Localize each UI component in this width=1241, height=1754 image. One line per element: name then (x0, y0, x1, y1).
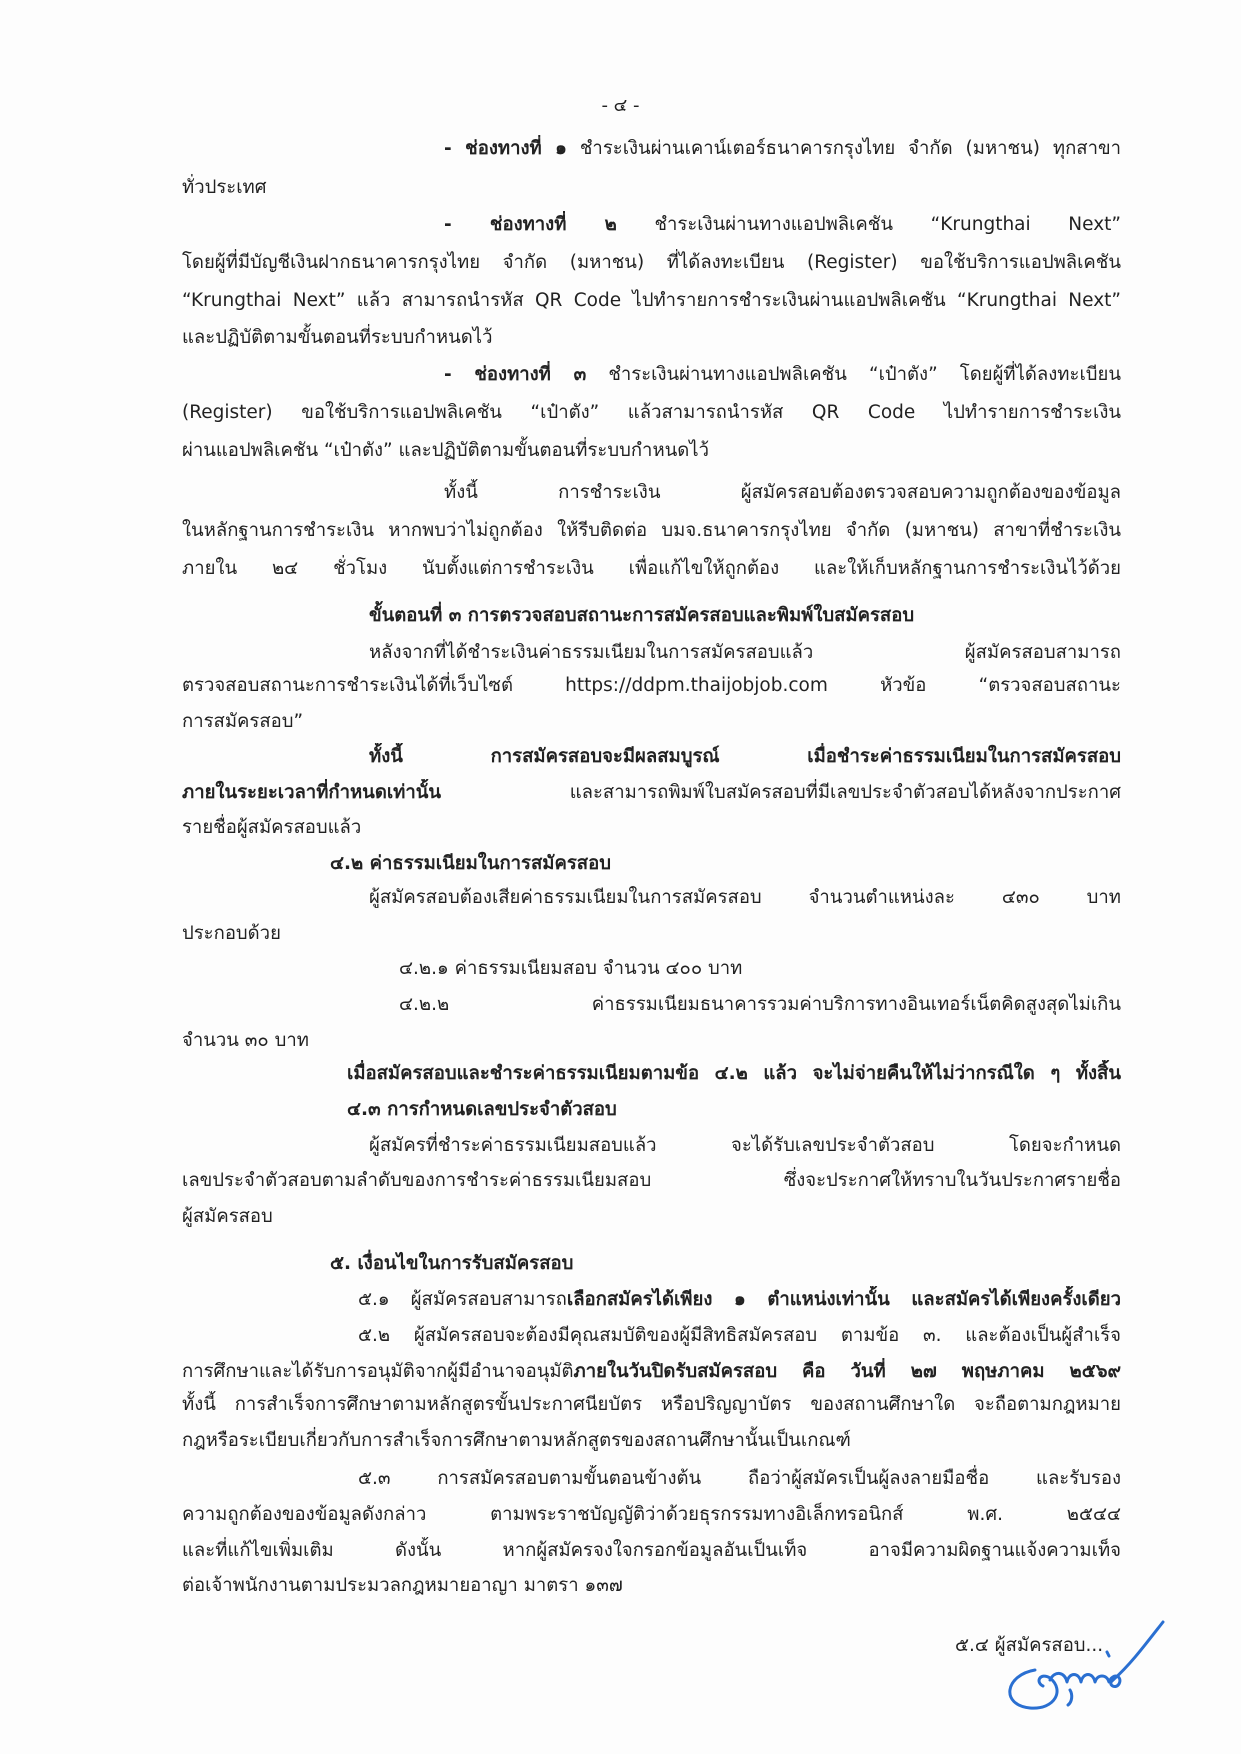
text: ผู้สมัครที่ชำระค่าธรรมเนียมสอบแล้ว จะได้รับเลขประจำตัวสอบ โดยจะกำหนด (369, 1135, 1121, 1156)
bold-text: - ช่องทางที่ ๓ (444, 364, 587, 385)
text: ๕.๓ การสมัครสอบตามขั้นตอนข้างต้น ถือว่าผู้สมัครเป็นผู้ลงลายมือชื่อ และรับรอง (358, 1468, 1121, 1489)
bold-text: - ช่องทางที่ ๑ (444, 138, 567, 159)
text: โดยผู้ที่มีบัญชีเงินฝากธนาคารกรุงไทย จำกัด (มหาชน) ที่ได้ลงทะเบียน (Register) ขอใช้บริการแอปพลิเคชัน (182, 252, 1121, 273)
text: ๕.๒ ผู้สมัครสอบจะต้องมีคุณสมบัติของผู้มีสิทธิสมัครสอบ ตามข้อ ๓. และต้องเป็นผู้สำเร็จ (358, 1325, 1121, 1346)
text-line (369, 602, 914, 630)
text-line (182, 814, 361, 842)
text-line (369, 743, 1121, 771)
text: ภายใน ๒๔ ชั่วโมง นับตั้งแต่การชำระเงิน เพื่อแก้ไขให้ถูกต้อง และให้เก็บหลักฐานการชำระเงินไว้ด้วย (182, 558, 1121, 579)
text: ชำระเงินผ่านทางแอปพลิเคชัน “Krungthai Next” (616, 214, 1121, 235)
text: ๔.๒.๒ ค่าธรรมเนียมธนาคารรวมค่าบริการทางอินเทอร์เน็ตคิดสูงสุดไม่เกิน (399, 994, 1121, 1015)
text-line (399, 955, 742, 983)
text: การสมัครสอบ” (182, 711, 304, 732)
text: ต่อเจ้าพนักงานตามประมวลกฎหมายอาญา มาตรา ๑๓๗ (182, 1575, 623, 1596)
text-line (182, 1572, 623, 1600)
bold-text: เมื่อสมัครสอบและชำระค่าธรรมเนียมตามข้อ ๔.๒ แล้ว จะไม่จ่ายคืนให้ไม่ว่ากรณีใด ๆ ทั้งสิ้น (347, 1063, 1121, 1084)
bold-text: - ช่องทางที่ ๒ (444, 214, 617, 235)
text-line (347, 1096, 617, 1124)
text: กฎหรือระเบียบเกี่ยวกับการสำเร็จการศึกษาตามหลักสูตรของสถานศึกษานั้นเป็นเกณฑ์ (182, 1430, 851, 1451)
text-line (182, 249, 1121, 277)
text: ทั้งนี้ การชำระเงิน ผู้สมัครสอบต้องตรวจสอบความถูกต้องของข้อมูล (444, 482, 1121, 503)
text: ผ่านแอปพลิเคชัน “เป๋าตัง” และปฏิบัติตามขั้นตอนที่ระบบกำหนดไว้ (182, 440, 709, 461)
text: และที่แก้ไขเพิ่มเติม ดังนั้น หากผู้สมัครจงใจกรอกข้อมูลอันเป็นเท็จ อาจมีความผิดฐานแจ้งความเท็จ (182, 1540, 1121, 1561)
text-line (182, 920, 281, 948)
text-line (182, 437, 709, 465)
text-line (182, 1427, 851, 1455)
text: ทั้งนี้ การสำเร็จการศึกษาตามหลักสูตรขั้นประกาศนียบัตร หรือปริญญาบัตร ของสถานศึกษาใด จะถือตามกฎหมาย (182, 1394, 1121, 1415)
text-line (358, 1465, 1121, 1493)
text-line (182, 174, 266, 202)
text: ๕.๔ ผู้สมัครสอบ... (955, 1635, 1104, 1656)
text-line (399, 991, 1121, 1019)
text-line (369, 1132, 1121, 1160)
text-line (444, 479, 1121, 507)
text-line (182, 1391, 1121, 1419)
text: หลังจากที่ได้ชำระเงินค่าธรรมเนียมในการสมัครสอบแล้ว ผู้สมัครสอบสามารถ (369, 642, 1121, 663)
text-line (182, 779, 1121, 807)
text-line (182, 1501, 1121, 1529)
text-line (330, 1250, 573, 1278)
text: รายชื่อผู้สมัครสอบแล้ว (182, 817, 362, 838)
text-line (182, 1537, 1121, 1565)
text-line (182, 287, 1121, 315)
text-line (182, 324, 492, 352)
text-line (182, 1167, 1121, 1195)
text: ชำระเงินผ่านเคาน์เตอร์ธนาคารกรุงไทย จำกัด (มหาชน) ทุกสาขา (566, 138, 1121, 159)
text-line (182, 708, 303, 736)
text-line (182, 517, 1121, 545)
bold-text: ทั้งนี้ การสมัครสอบจะมีผลสมบูรณ์ เมื่อชำระค่าธรรมเนียมในการสมัครสอบ (369, 746, 1121, 767)
text: ในหลักฐานการชำระเงิน หากพบว่าไม่ถูกต้อง ให้รีบติดต่อ บมจ.ธนาคารกรุงไทย จำกัด (มหาชน) สาขาที่ชำระเงิน (182, 520, 1121, 541)
text: ประกอบด้วย (182, 923, 281, 944)
text-line (358, 1286, 1121, 1314)
text-line (182, 1358, 1121, 1386)
text-line (182, 399, 1121, 427)
handwritten-signature (995, 1610, 1175, 1720)
text: ๕.๑ ผู้สมัครสอบสามารถ (358, 1289, 567, 1310)
text: ๔.๒.๑ ค่าธรรมเนียมสอบ จำนวน ๔๐๐ บาท (399, 958, 743, 979)
text: (Register) ขอใช้บริการแอปพลิเคชัน “เป๋าตัง” แล้วสามารถนำรหัส QR Code ไปทำรายการชำระเงิน (182, 402, 1121, 423)
text: “Krungthai Next” แล้ว สามารถนำรหัส QR Code ไปทำรายการชำระเงินผ่านแอปพลิเคชัน “Krungthai Next” (182, 290, 1121, 311)
bold-text: ภายในวันปิดรับสมัครสอบ คือ วันที่ ๒๗ พฤษภาคม ๒๕๖๙ (573, 1361, 1121, 1382)
text-line (182, 1203, 273, 1231)
text: ตรวจสอบสถานะการชำระเงินได้ที่เว็บไซต์ https://ddpm.thaijobjob.com หัวข้อ “ตรวจสอบสถานะ (182, 675, 1121, 696)
text-line (444, 361, 1121, 389)
bold-text: ขั้นตอนที่ ๓ การตรวจสอบสถานะการสมัครสอบและพิมพ์ใบสมัครสอบ (369, 605, 915, 626)
text: จำนวน ๓๐ บาท (182, 1030, 309, 1051)
text: ทั่วประเทศ (182, 177, 267, 198)
text: การศึกษาและได้รับการอนุมัติจากผู้มีอำนาจอนุมัติ (182, 1361, 574, 1382)
text-line (347, 1060, 1121, 1088)
text: เลขประจำตัวสอบตามลำดับของการชำระค่าธรรมเนียมสอบ ซึ่งจะประกาศให้ทราบในวันประกาศรายชื่อ (182, 1170, 1121, 1191)
text-line (182, 672, 1121, 700)
text-line (330, 850, 611, 878)
text: ผู้สมัครสอบต้องเสียค่าธรรมเนียมในการสมัครสอบ จำนวนตำแหน่งละ ๔๓๐ บาท (369, 887, 1121, 908)
text: ผู้สมัครสอบ (182, 1206, 273, 1227)
bold-text: ๔.๓ การกำหนดเลขประจำตัวสอบ (347, 1099, 617, 1120)
text: และสามารถพิมพ์ใบสมัครสอบที่มีเลขประจำตัวสอบได้หลังจากประกาศ (441, 782, 1121, 803)
text-line (182, 555, 1121, 583)
bold-text: เลือกสมัครได้เพียง ๑ ตำแหน่งเท่านั้น และสมัครได้เพียงครั้งเดียว (566, 1289, 1121, 1310)
bold-text: ๔.๒ ค่าธรรมเนียมในการสมัครสอบ (330, 853, 611, 874)
text: และปฏิบัติตามขั้นตอนที่ระบบกำหนดไว้ (182, 327, 493, 348)
text: ชำระเงินผ่านทางแอปพลิเคชัน “เป๋าตัง” โดยผู้ที่ได้ลงทะเบียน (586, 364, 1121, 385)
text-line (444, 135, 1121, 163)
text: ความถูกต้องของข้อมูลดังกล่าว ตามพระราชบัญญัติว่าด้วยธุรกรรมทางอิเล็กทรอนิกส์ พ.ศ. ๒๕๔๔ (182, 1504, 1121, 1525)
text-line (182, 1027, 309, 1055)
page-number: - ๔ - (601, 95, 640, 116)
text-line (369, 639, 1121, 667)
text-line (369, 884, 1121, 912)
bold-text: ๕. เงื่อนไขในการรับสมัครสอบ (330, 1253, 574, 1274)
text-line (358, 1322, 1121, 1350)
text-line (444, 211, 1121, 239)
bold-text: ภายในระยะเวลาที่กำหนดเท่านั้น (182, 782, 442, 803)
